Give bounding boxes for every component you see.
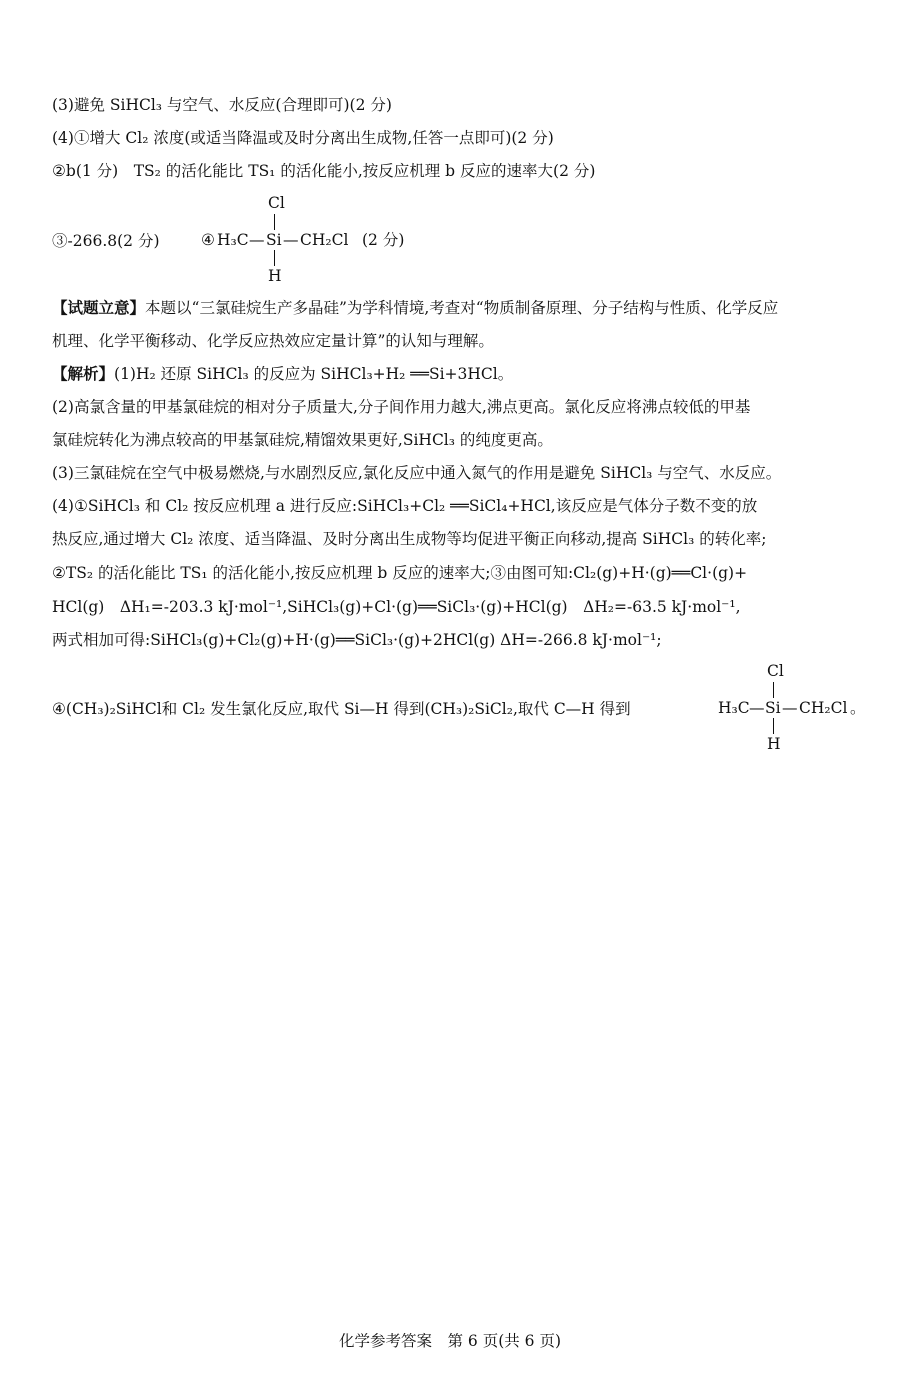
answer-q4-1: (4)①增大 Cl₂ 浓度(或适当降温或及时分离出生成物,任答一点即可)(2 分) [52, 129, 554, 147]
structure-2-left-bond: — [749, 699, 765, 717]
analysis-p4-line-6: ④(CH₃)₂SiHCl和 Cl₂ 发生氯化反应,取代 Si—H 得到(CH₃)₂SiCl₂,取代 C—H 得到 [52, 700, 631, 718]
page-footer: 化学参考答案 第 6 页(共 6 页) [338, 1332, 562, 1350]
analysis-p4-line-1: (4)①SiHCl₃ 和 Cl₂ 按反应机理 a 进行反应:SiHCl₃+Cl₂ ══SiCl₄+HCl,该反应是气体分子数不变的放 [52, 497, 758, 515]
intent-line-1 [52, 298, 882, 318]
analysis-p4-line-6-end: 。 [850, 699, 866, 717]
structure-2-center-atom: Si [765, 699, 781, 717]
intent-text-1: 本题以“三氯硅烷生产多晶硅”为学科情境,考查对“物质制备原理、分子结构与性质、化学反应 [145, 299, 779, 317]
answer-q3: (3)避免 SiHCl₃ 与空气、水反应(合理即可)(2 分) [52, 96, 392, 114]
structure-center-atom: Si [266, 231, 282, 249]
analysis-p2-line-1: (2)高氯含量的甲基氯硅烷的相对分子质量大,分子间作用力越大,沸点更高。氯化反应将沸点较低的甲基 [52, 398, 751, 416]
answer-q4-4-prefix: ④ [201, 231, 215, 249]
structure-2-top-bond [773, 682, 774, 698]
analysis-p4-line-3: ②TS₂ 的活化能比 TS₁ 的活化能小,按反应机理 b 反应的速率大;③由图可知:Cl₂(g)+H·(g)══Cl·(g)+ [52, 564, 748, 582]
answer-q4-3: ③-266.8(2 分) [52, 232, 160, 250]
structure-2-left-group: H₃C [718, 699, 750, 717]
structure-bottom-bond [274, 250, 275, 266]
structure-right-bond: — [283, 231, 299, 249]
structure-2-bottom-bond [773, 718, 774, 734]
structure-right-group: CH₂Cl [300, 231, 349, 249]
analysis-p2-line-2: 氯硅烷转化为沸点较高的甲基氯硅烷,精馏效果更好,SiHCl₃ 的纯度更高。 [52, 431, 553, 449]
structure-2-bottom-atom: H [767, 735, 781, 753]
structure-left-bond: — [249, 231, 265, 249]
structure-left-group: H₃C [217, 231, 249, 249]
structure-2-right-group: CH₂Cl [799, 699, 848, 717]
answer-q4-2: ②b(1 分) TS₂ 的活化能比 TS₁ 的活化能小,按反应机理 b 反应的速率大(2 分) [52, 162, 596, 180]
analysis-p3: (3)三氯硅烷在空气中极易燃烧,与水剧烈反应,氯化反应中通入氮气的作用是避免 SiHCl₃ 与空气、水反应。 [52, 464, 782, 482]
structure-2-top-atom: Cl [767, 662, 784, 680]
analysis-p1 [52, 364, 882, 384]
analysis-p4-line-5: 两式相加可得:SiHCl₃(g)+Cl₂(g)+H·(g)══SiCl₃·(g)+2HCl(g) ΔH=-266.8 kJ·mol⁻¹; [52, 631, 662, 649]
structure-bottom-atom: H [268, 267, 282, 285]
analysis-p4-line-4: HCl(g) ΔH₁=-203.3 kJ·mol⁻¹,SiHCl₃(g)+Cl·(g)══SiCl₃·(g)+HCl(g) ΔH₂=-63.5 kJ·mol⁻¹, [52, 598, 741, 616]
structure-top-atom: Cl [268, 194, 285, 212]
analysis-label: 【解析】 [52, 364, 115, 383]
structure-top-bond [274, 214, 275, 230]
answer-q4-4-suffix: (2 分) [362, 231, 405, 249]
intent-label: 【试题立意】 [52, 298, 146, 317]
analysis-p1-text: (1)H₂ 还原 SiHCl₃ 的反应为 SiHCl₃+H₂ ══Si+3HCl。 [114, 365, 514, 383]
intent-line-2: 机理、化学平衡移动、化学反应热效应定量计算”的认知与理解。 [52, 332, 494, 350]
analysis-p4-line-2: 热反应,通过增大 Cl₂ 浓度、适当降温、及时分离出生成物等均促进平衡正向移动,提高 SiHCl₃ 的转化率; [52, 530, 767, 548]
structure-2-right-bond: — [782, 699, 798, 717]
